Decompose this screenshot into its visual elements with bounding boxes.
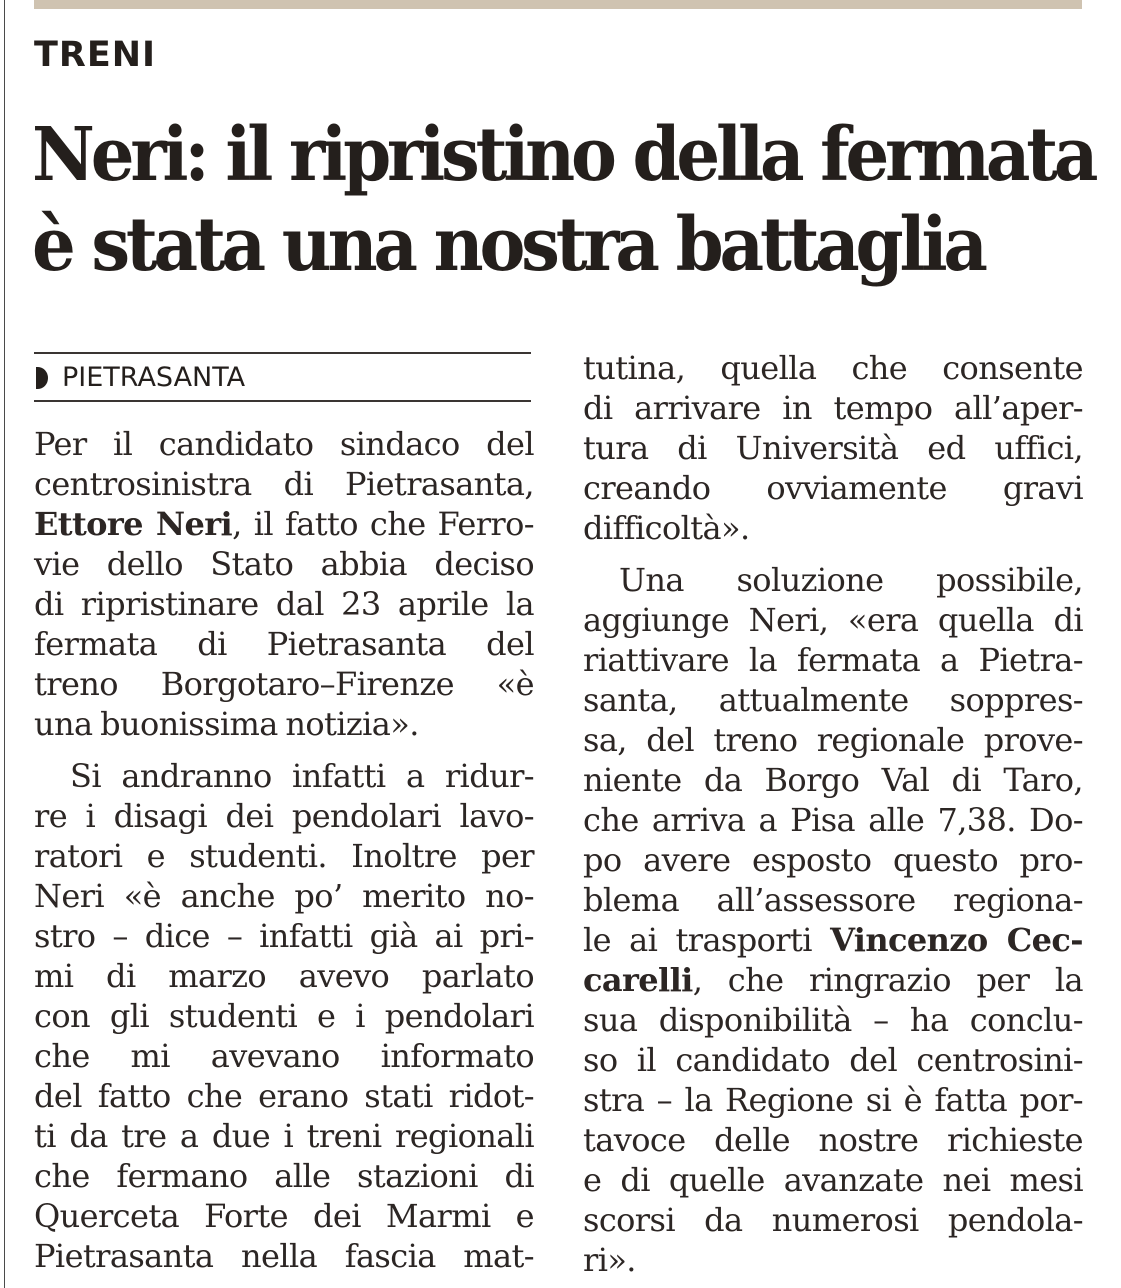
text-line: con gli studenti e i pendolari [34, 997, 534, 1035]
text-line: del fatto che erano stati ridot- [34, 1077, 534, 1115]
section-kicker: TRENI [34, 35, 157, 75]
text-line: scorsi da numerosi pendola- [583, 1201, 1083, 1239]
text-line: centrosinistra di Pietrasanta, [34, 465, 534, 503]
text-line: che fermano alle stazioni di [34, 1157, 534, 1195]
text-line: ti da tre a due i treni regionali [34, 1117, 534, 1155]
location-rule-bottom [34, 400, 531, 402]
text-line: Si andranno infatti a ridur- [70, 757, 534, 795]
text-line: Per il candidato sindaco del [34, 425, 534, 463]
text-line: una buonissima notizia». [34, 705, 419, 743]
location-rule-top [34, 352, 531, 354]
text-line: niente da Borgo Val di Taro, [583, 761, 1083, 799]
paragraph-2 [34, 756, 534, 1276]
page-margin-rule [4, 0, 5, 1288]
text-fragment: le ai trasporti [583, 921, 831, 959]
text-line: vie dello Stato abbia deciso [34, 545, 534, 583]
text-line: sua disponibilità – ha conclu- [583, 1001, 1083, 1039]
text-line: tura di Università ed uffici, [583, 429, 1083, 467]
text-line: Una soluzione possibile, [619, 561, 1083, 599]
text-line: che arriva a Pisa alle 7,38. Do- [583, 801, 1083, 839]
text-line: stra – la Regione si è fatta por- [583, 1081, 1083, 1119]
text-line: mi di marzo avevo parlato [34, 957, 534, 995]
headline-line-2: è stata una nostra battaglia [32, 202, 984, 288]
dateline [34, 362, 245, 394]
text-line [583, 920, 1083, 960]
text-line: stro – dice – infatti già ai pri- [34, 917, 534, 955]
paragraph-1 [34, 424, 534, 744]
person-name-bold: Ettore Neri [34, 505, 233, 543]
text-line [34, 504, 534, 544]
text-line: re i disagi dei pendolari lavo- [34, 797, 534, 835]
paragraph-4 [583, 560, 1083, 1280]
half-circle-bullet-icon [34, 367, 48, 389]
text-line: so il candidato del centrosini- [583, 1041, 1083, 1079]
text-line: di ripristinare dal 23 aprile la [34, 585, 534, 623]
text-line: riattivare la fermata a Pietra- [583, 641, 1083, 679]
text-line: difficoltà». [583, 509, 750, 547]
text-line: aggiunge Neri, «era quella di [583, 601, 1083, 639]
text-line: tutina, quella che consente [583, 349, 1083, 387]
text-line: tavoce delle nostre richieste [583, 1121, 1083, 1159]
headline-line-1: Neri: il ripristino della fermata [32, 112, 1095, 198]
text-line: santa, attualmente soppres- [583, 681, 1083, 719]
text-line: sa, del treno regionale prove- [583, 721, 1083, 759]
text-line: treno Borgotaro–Firenze «è [34, 665, 534, 703]
headline [32, 110, 1095, 290]
person-name-bold: carelli [583, 961, 693, 999]
article-column-2 [583, 348, 1083, 1280]
text-fragment: , che ringrazio per la [692, 961, 1083, 999]
location-label: PIETRASANTA [62, 362, 246, 393]
text-line: di arrivare in tempo all’aper- [583, 389, 1083, 427]
text-line: Neri «è anche po’ merito no- [34, 877, 534, 915]
paragraph-3 [583, 348, 1083, 548]
person-name-bold: Vincenzo Cec- [830, 921, 1083, 959]
text-line: po avere esposto questo pro- [583, 841, 1083, 879]
text-line: creando ovviamente gravi [583, 469, 1083, 507]
text-line: che mi avevano informato [34, 1037, 534, 1075]
text-line: Querceta Forte dei Marmi e [34, 1197, 534, 1235]
text-line: blema all’assessore regiona- [583, 881, 1083, 919]
text-line: e di quelle avanzate nei mesi [583, 1161, 1083, 1199]
article-column-1 [34, 424, 534, 1276]
text-line: fermata di Pietrasanta del [34, 625, 534, 663]
text-line [583, 960, 1083, 1000]
text-line: ri». [583, 1241, 636, 1279]
text-line: Pietrasanta nella fascia mat- [34, 1237, 534, 1275]
text-fragment: , il fatto che Ferro- [232, 505, 535, 543]
section-color-bar [34, 0, 1082, 9]
text-line: ratori e studenti. Inoltre per [34, 837, 534, 875]
